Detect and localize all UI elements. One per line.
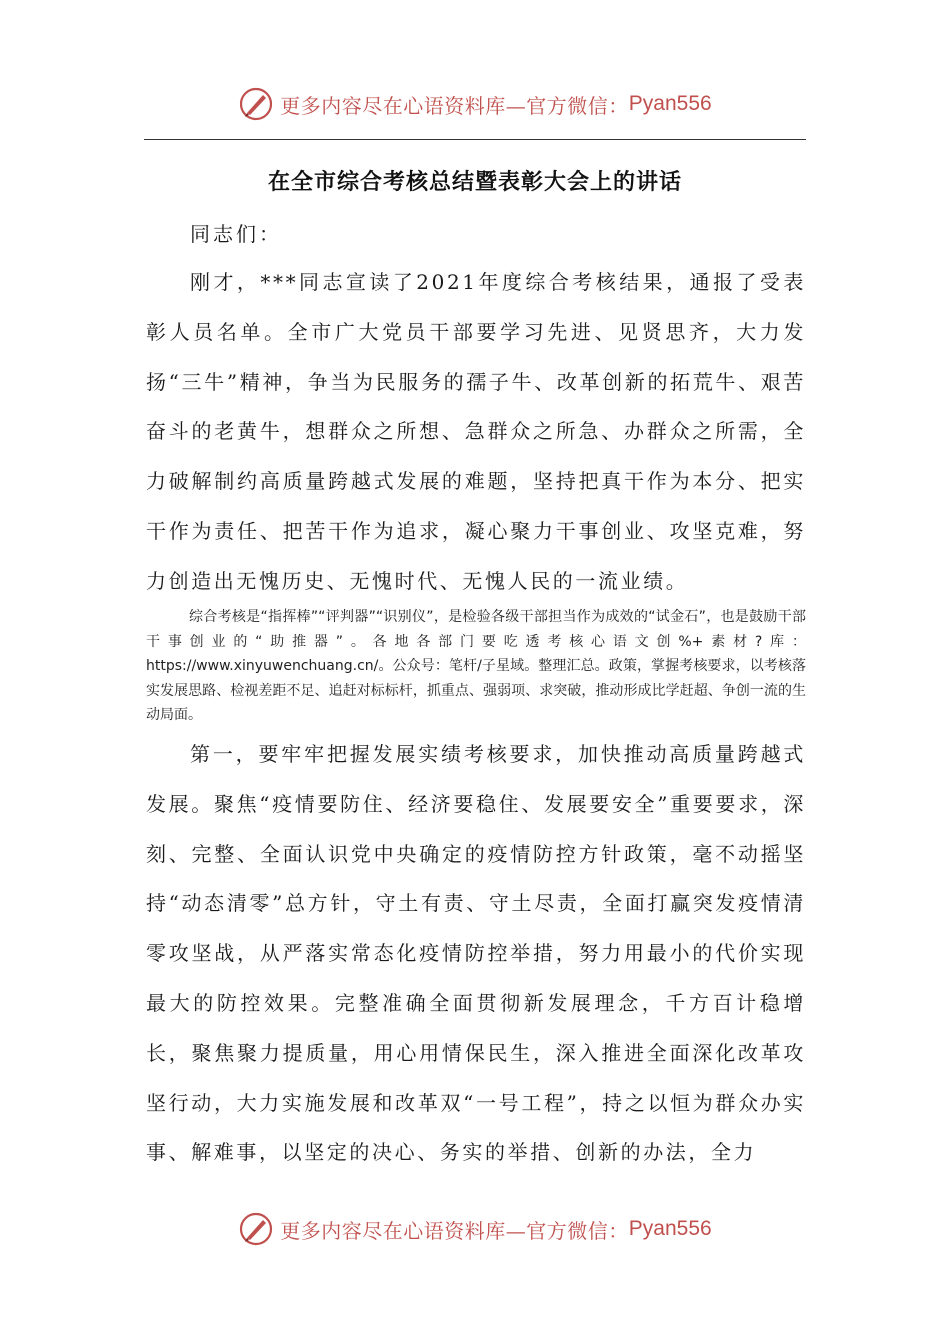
salutation: 同志们： (190, 222, 282, 246)
page-title: 在全市综合考核总结暨表彰大会上的讲话 (267, 170, 682, 195)
body-paragraph-3: 第一，要牢牢把握发展实绩考核要求，加快推动高质量跨越式发展。聚焦“疫情要防住、经济要稳住、发展要安全”重要要求，深刻、完整、全面认识党中央确定的疫情防控方针政策，毫不动摇坚持“动态清零”总方针，守土有责、守土尽责，全面打赢突发疫情清零攻坚战，从严落实常态化疫情防控举措，努力用最小的代价实现最大的防控效果。完整准确全面贯彻新发展理念，千方百计稳增长，聚焦聚力提质量，用心用情保民生，深入推进全面深化改革攻坚行动，大力实施发展和改革双“一号工程”，持之以恒为群众办实事、解难事，以坚定的决心、务实的举措、创新的办法，全力 (146, 742, 806, 1165)
inserted-note-paragraph: 综合考核是“指挥棒”“评判器”“识别仪”，是检验各级干部担当作为成效的“试金石”，也是鼓励干部干事创业的“助推器”。各地各部门要吃透考核心语文创%+素材?库：https://www.xinyuwenchuang.cn/。公众号：笔杆/子星域。整理汇总。政策，掌握考核要求，以考核落实发展思路、检视差距不足、追赶对标标杆，抓重点、强弱项、求突破，推动形成比学赶超、争创一流的生动局面。 (146, 609, 806, 723)
header-banner (0, 84, 950, 124)
body-paragraph-1: 刚才，***同志宣读了2021年度综合考核结果，通报了受表彰人员名单。全市广大党员干部要学习先进、见贤思齐，大力发扬“三牛”精神，争当为民服务的孺子牛、改革创新的拓荒牛、艰苦奋斗的老黄牛，想群众之所想、急群众之所急、办群众之所需，全力破解制约高质量跨越式发展的难题，坚持把真干作为本分、把实干作为责任、把苦干作为追求，凝心聚力干事创业、攻坚克难，努力创造出无愧历史、无愧时代、无愧人民的一流业绩。 (146, 270, 806, 593)
header-divider (144, 139, 806, 140)
banner-wechat-id: Pyan556 (628, 92, 712, 115)
banner-text: 更多内容尽在心语资料库—官方微信： (280, 1218, 629, 1243)
banner-text: 更多内容尽在心语资料库—官方微信： (280, 93, 629, 118)
quill-pen-logo-icon (238, 1211, 274, 1247)
quill-pen-logo-icon (238, 86, 274, 122)
banner-wechat-id: Pyan556 (628, 1217, 712, 1240)
footer-banner (0, 1209, 950, 1249)
